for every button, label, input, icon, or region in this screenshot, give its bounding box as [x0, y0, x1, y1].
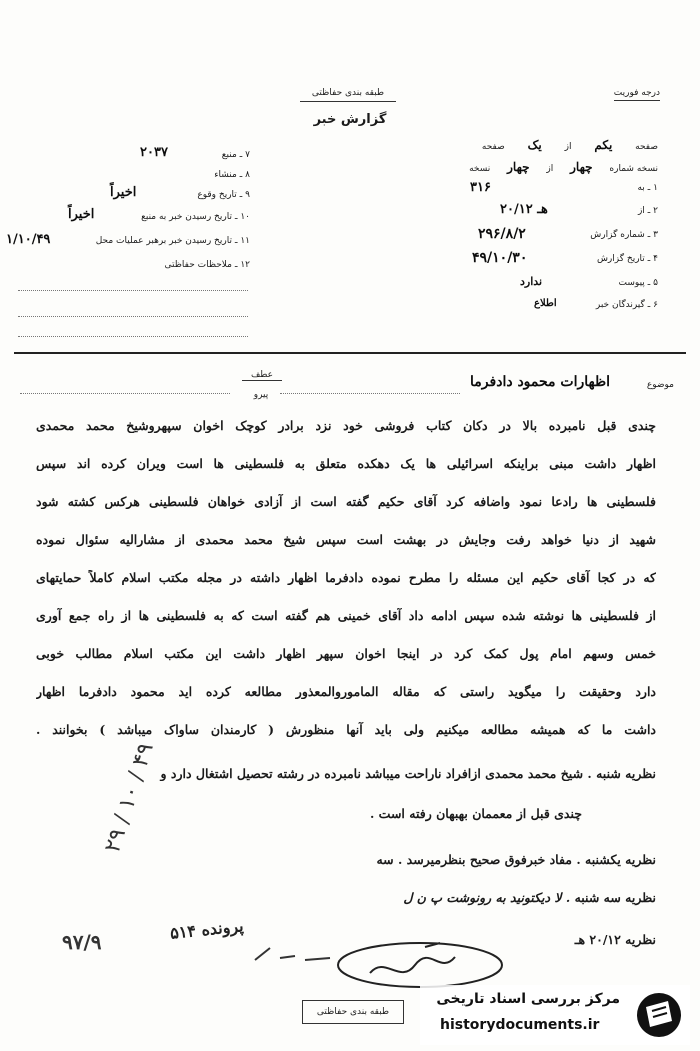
right-field-attachment-value: ندارد [520, 275, 543, 288]
left-field-security-notes-label: ۱۲ ـ ملاحظات حفاظتی [164, 260, 250, 270]
body-line: فلسطینی ها رادعا نمود واضافه کرد آقای حکیم گفته است از آزادی خواهان فلسطینی هرکس کشته شود [36, 494, 656, 509]
priority-label: درجه فوريت [614, 88, 660, 101]
field-mid: از [546, 164, 554, 174]
comment-text: . شیخ محمد محمدی ازافراد ناراحت میباشد نامبرده در رشته تحصیل اشتغال دارد و [160, 766, 592, 781]
right-field-page [398, 138, 658, 152]
right-field-copy [398, 160, 658, 174]
security-level-footer: طبقه بندی حفاظتی [302, 1000, 404, 1024]
right-field-from-label: ۲ ـ از [637, 206, 658, 216]
right-field-report-date-value: ۴۹/۱۰/۳۰ [472, 250, 528, 266]
body-line: اظهار داشت مبنی براینکه اسرائیلی ها یک دهکده متعلق به فلسطینی ها است ویران کرده اند سپس [36, 456, 656, 471]
left-field-received-source-value: اخيراً [68, 207, 95, 222]
field-label: نسخه شماره [609, 164, 658, 174]
right-field-attachment-label: ۵ ـ پيوست [618, 278, 658, 288]
field-value-2: یک [527, 138, 542, 152]
file-reference-note: ۵۱۴ پرونده [169, 916, 245, 943]
subject-dotted-line [280, 393, 460, 394]
left-field-source-label: ۷ ـ منبع [221, 150, 250, 160]
left-field-origin-label: ۸ ـ منشاء [214, 170, 250, 180]
right-field-report-date-label: ۴ ـ تاريخ گزارش [596, 254, 658, 264]
body-line: شهید از دنیا خواهد رفت وجایش در بهشت است سپس شیخ محمد محمدی از مشارالیه سئوال نموده [36, 532, 656, 547]
notes-dotted-line-3 [18, 336, 248, 337]
margin-date-note: ۲۹ / ۱۰ / ۴۹ [100, 739, 159, 856]
body-line: چندی قبل نامبرده بالا در دکان کتاب فروشی خود نزد برادر کوچک اخوان سپهروشیخ محمد محمدی [36, 418, 656, 433]
comment-sunday [376, 852, 656, 867]
right-field-recipients-value: اطلاع [534, 298, 557, 309]
field-mid: از [564, 142, 572, 152]
notes-dotted-line-2 [18, 316, 248, 317]
body-line: داشت ما که همیشه مطالعه میکنیم ولی باید آنها منظورش ( کارمندان ساواک میباشد ) بخوانند . [36, 722, 656, 737]
left-field-received-leader-value: ۱/۱۰/۴۹ [6, 232, 51, 247]
body-line: دارد وحقیقت را میگوید راستی که مقاله الماموروالمعذور مطالعه کرده اید محمود دادفرما اظهار [36, 684, 656, 699]
body-line: از فلسطینی ها نوشته شده سپس ادامه داد آقای خمینی هم گفته است که به فلسطینی ها از راه جمع آوری [36, 608, 656, 623]
comment-tuesday [403, 890, 656, 905]
right-field-report-no-value: ۲۹۶/۸/۲ [478, 226, 526, 242]
field-value-2: چهار [507, 160, 530, 174]
right-field-recipients-label: ۶ ـ گيرندگان خبر [595, 300, 658, 310]
comment-label: نظریه ۲۰/۱۲ هـ [574, 932, 656, 947]
watermark-logo-icon [634, 991, 684, 1039]
left-field-event-date-label: ۹ ـ تاريخ وقوع [197, 190, 250, 200]
stamp-scribble [250, 940, 340, 970]
peyro-label: پيرو [253, 390, 269, 400]
right-field-to-value: ۳۱۶ [470, 180, 491, 195]
subject-value: اظهارات محمود دادفرما [470, 374, 610, 390]
header-divider [14, 352, 686, 354]
comment-text: . لا دیکتونید به رونوشت پ ن ل [403, 890, 571, 905]
right-field-to-label: ۱ ـ به [637, 183, 658, 193]
comment-label: نظریه سه شنبه [574, 890, 656, 905]
right-field-from-value: ۲۰/۱۲ هـ [500, 202, 548, 217]
comment-label: نظریه یکشنبه [585, 852, 656, 867]
security-level-header: طبقه بندی حفاظتی [300, 88, 396, 102]
left-field-received-source-label: ۱۰ ـ تاريخ رسيدن خبر به منبع [141, 212, 250, 222]
body-line: خمس وسهم امام پول کمک کرد در اینجا اخوان سپهر اظهار داشت این مکتب اسلام مطالب خوبی [36, 646, 656, 661]
ref-dotted-line [20, 393, 230, 394]
field-value: یکم [594, 138, 613, 152]
atf-label: عطف [242, 370, 282, 381]
comment-final [575, 932, 656, 947]
left-field-received-leader-label: ۱۱ ـ تاريخ رسيدن خبر برهبر عمليات محل [95, 236, 250, 246]
left-code-note: ۹۷/۹ [62, 930, 102, 954]
right-field-report-no-label: ۳ ـ شماره گزارش [590, 230, 658, 240]
field-label: صفحه [635, 142, 658, 152]
left-field-source-value: ۲۰۳۷ [140, 145, 168, 160]
watermark-name: مرکز بررسی اسناد تاریخی [436, 991, 620, 1007]
field-suffix: نسخه [469, 164, 491, 174]
field-suffix: صفحه [481, 142, 505, 152]
doc-title: گزارش خبر [313, 112, 387, 127]
watermark [420, 985, 690, 1045]
comment-text: . مفاد خبرفوق صحیح بنظرمیرسد . سه [376, 852, 581, 867]
notes-dotted-line-1 [18, 290, 248, 291]
comment-label: نظریه شنبه [596, 766, 656, 781]
left-field-event-date-value: اخيراً [110, 185, 137, 200]
watermark-url: historydocuments.ir [440, 1017, 600, 1033]
body-line: که در کجا آقای حکیم این مسئله را مطرح نموده دادفرما اظهار داشته در مجله مکتب اسلام کاملاً حمایتهای [36, 570, 656, 585]
field-value: چهار [570, 160, 593, 174]
subject-label: موضوع [646, 380, 674, 390]
comment-continuation: چندی قبل از معممان بهبهان رفته است . [369, 806, 582, 821]
